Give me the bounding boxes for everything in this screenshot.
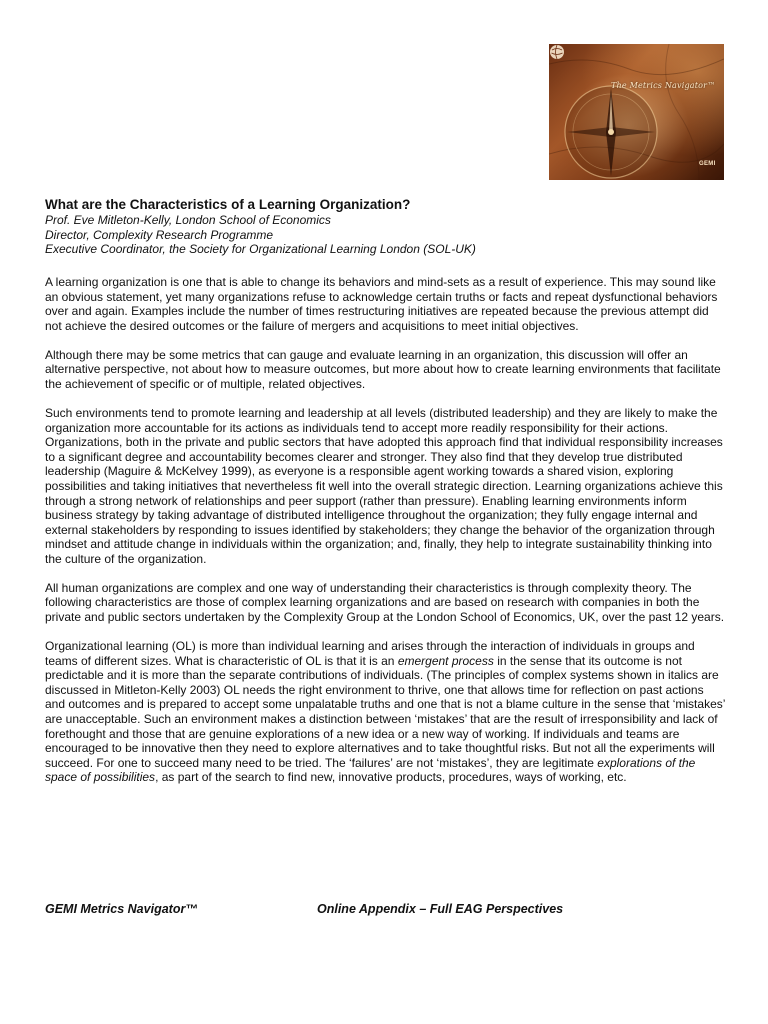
- byline-line: Director, Complexity Research Programme: [45, 227, 274, 242]
- footer-section-name: Online Appendix – Full EAG Perspectives: [317, 902, 564, 916]
- byline-line: Executive Coordinator, the Society for Organizational Learning London (SOL-UK): [45, 242, 476, 257]
- paragraph-text: Organizational learning (OL) is more than individual learning and arises through the interaction of individuals in groups and teams of different sizes. What is characteristic of OL is that it is an: [45, 639, 695, 668]
- article-body: [45, 275, 725, 799]
- author-byline: [45, 213, 725, 257]
- paragraph: [45, 639, 725, 785]
- footer-publication-name: GEMI Metrics Navigator™: [45, 902, 198, 916]
- paragraph: A learning organization is one that is able to change its behaviors and mind-sets as a result of experience. This may sound like an obvious statement, yet many organizations refuse to acknowledge certain truths or facts and repeat dysfunctional behaviors over and again. Examples include the number of times restructuring initiatives are repeated because the previous attempt did not achieve the desired outcomes or the failure of mergers and acquisitions to meet initial objectives.: [45, 275, 718, 333]
- paragraph-text: , as part of the search to find new, innovative products, procedures, ways of working, etc.: [155, 770, 627, 785]
- paragraph-text: in the sense that its outcome is not predictable and it is more than the separate contributions of individuals. (The principles of complex systems shown in italics are discussed in Mitleton-Kelly 2003) OL needs the right environment to thrive, one that allows time for reflection on past actions and outcomes and is prepared to accept some unpalatable truths and one that is not a blame culture in the sense that ‘mistakes’ are unacceptable. Such an environment makes a distinction between ‘mistakes’ that are the result of irresponsibility and lack of forethought and those that are genuine explorations of a new idea or a new way of working. If individuals and teams are encouraged to be innovative then they need to explore alternatives and to take thoughtful risks. But not all the experiments will succeed. For one to succeed many need to be tried. The ‘failures’ are not ‘mistakes’, they are legitimate: [45, 653, 725, 770]
- emphasis-text: emergent process: [397, 653, 494, 668]
- metrics-navigator-banner-image: [549, 44, 724, 180]
- compass-illustration: [549, 44, 724, 180]
- emphasis-text: explorations of the space of possibilities: [45, 755, 696, 785]
- paragraph: All human organizations are complex and one way of understanding their characteristics is through complexity theory. The following characteristics are those of complex learning organizations and are based on research with companies in both the private and public sectors undertaken by the Complexity Group at the London School of Economics, UK, over the past 12 years.: [45, 580, 725, 625]
- paragraph: Such environments tend to promote learning and leadership at all levels (distributed leadership) and they are likely to make the organization more accountable for its actions as individuals tend to accept more readily responsibility for their actions. Organizations, both in the private and public sectors that have adopted this approach find that individual responsibility increases to a significant degree and accountability becomes clearer and stronger. They also find that they develop true distributed leadership (Maguire & McKelvey 1999), as everyone is a responsible agent working towards a shared vision, exploring possibilities and taking initiatives that nevertheless fit well into the overall strategic direction. Learning organizations achieve this through a strong network of relationships and peer support (rather than pressure). Enabling learning environments inform business strategy by taking advantage of distributed intelligence throughout the organization; they fully engage internal and external stakeholders by responding to issues identified by stakeholders; they change the behavior of the organization through mindset and attitude change in individuals within the organization; and, finally, they help to integrate sustainability thinking into the culture of the organization.: [45, 405, 723, 566]
- byline-line: Prof. Eve Mitleton-Kelly, London School of Economics: [45, 213, 331, 227]
- paragraph: Although there may be some metrics that can gauge and evaluate learning in an organization, this discussion will offer an alternative perspective, not about how to measure outcomes, but more about how to create learning environments that facilitate the achievement of specific or of multiple, related objectives.: [45, 347, 721, 391]
- article-title: What are the Characteristics of a Learning Organization?: [45, 197, 411, 212]
- banner-title: The Metrics Navigator™: [611, 81, 716, 90]
- gemi-globe-logo-icon: [549, 44, 565, 60]
- gemi-logo-text: GEMI: [699, 161, 716, 167]
